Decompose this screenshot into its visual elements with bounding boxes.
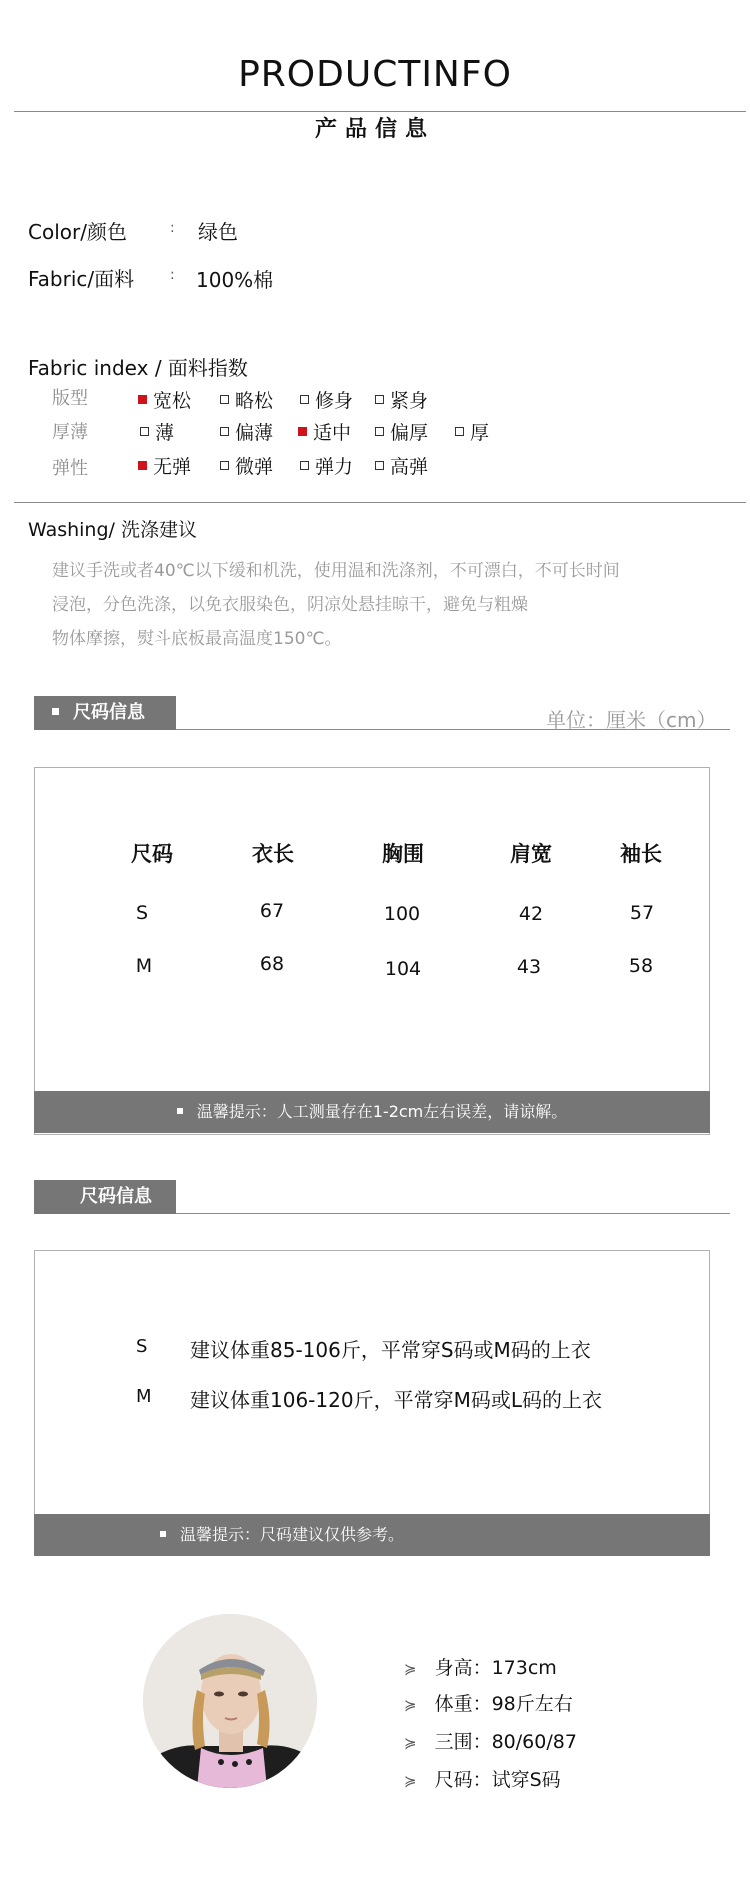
model-avatar (143, 1614, 317, 1788)
size-recommend-tip: 温馨提示：尺码建议仅供参考。 (34, 1514, 710, 1556)
table-cell: 100 (383, 903, 421, 925)
fit-option-loose: 宽松 (138, 386, 191, 413)
bullet-icon (177, 1108, 183, 1114)
table-cell: S (135, 902, 149, 924)
size-info-tab: 尺码信息 (34, 696, 176, 730)
checkbox-icon (220, 461, 229, 470)
checkbox-icon (138, 395, 147, 404)
table-cell: 104 (384, 958, 422, 980)
size-table-tip: 温馨提示：人工测量存在1-2cm左右误差，请谅解。 (34, 1091, 710, 1133)
washing-title: Washing/ 洗涤建议 (28, 519, 197, 541)
recommend-text-m: 建议体重106-120斤，平常穿M码或L码的上衣 (190, 1388, 602, 1412)
fit-option-tight: 紧身 (375, 386, 428, 413)
thickness-option-slightly-thin: 偏薄 (220, 418, 273, 445)
elasticity-option-stretch: 弹力 (300, 452, 353, 479)
checkbox-icon (455, 427, 464, 436)
chevron-right-icon: ≽ (404, 1772, 417, 1790)
color-sep: : (170, 220, 175, 236)
title-chinese: 产品信息 (314, 117, 435, 142)
checkbox-icon (300, 395, 309, 404)
chevron-right-icon: ≽ (404, 1734, 417, 1752)
color-value: 绿色 (198, 220, 238, 244)
thickness-option-thick: 厚 (455, 418, 489, 445)
recommend-size-s: S (136, 1336, 148, 1357)
index-divider (14, 502, 746, 503)
model-height: ≽ 身高：173cm (404, 1657, 557, 1679)
fabric-label: Fabric/面料 (28, 267, 135, 291)
table-cell: 58 (628, 955, 654, 977)
bullet-icon (160, 1531, 166, 1537)
checkbox-icon (138, 461, 147, 470)
col-header-size: 尺码 (131, 842, 173, 866)
checkbox-icon (375, 427, 384, 436)
thickness-label: 厚薄 (52, 422, 88, 443)
model-measurements: ≽ 三围：80/60/87 (404, 1731, 577, 1753)
thickness-option-thin: 薄 (140, 418, 174, 445)
recommend-size-m: M (136, 1386, 152, 1407)
model-size: ≽ 尺码：试穿S码 (404, 1769, 561, 1791)
color-label: Color/颜色 (28, 220, 127, 244)
checkbox-icon (298, 427, 307, 436)
thickness-option-medium: 适中 (298, 418, 351, 445)
col-header-chest: 胸围 (382, 842, 424, 866)
thickness-option-slightly-thick: 偏厚 (375, 418, 428, 445)
model-portrait-icon (143, 1614, 317, 1788)
washing-line: 浸泡，分色洗涤，以免衣服染色，阴凉处悬挂晾干，避免与粗燥 (52, 595, 528, 615)
col-header-length: 衣长 (252, 842, 294, 866)
elasticity-option-none: 无弹 (138, 452, 191, 479)
checkbox-icon (140, 427, 149, 436)
washing-line: 建议手洗或者40℃以下缓和机洗，使用温和洗涤剂，不可漂白，不可长时间 (52, 561, 620, 581)
washing-instructions (52, 554, 732, 656)
chevron-right-icon: ≽ (404, 1660, 417, 1678)
recommend-tab-line (176, 1213, 730, 1214)
table-cell: M (135, 955, 153, 977)
checkbox-icon (220, 427, 229, 436)
washing-line: 物体摩擦，熨斗底板最高温度150℃。 (52, 629, 342, 649)
checkbox-icon (375, 461, 384, 470)
col-header-sleeve: 袖长 (620, 842, 662, 866)
bullet-icon (52, 708, 59, 715)
fabric-sep: : (170, 267, 175, 283)
title-english: PRODUCTINFO (238, 54, 512, 95)
elasticity-option-slight: 微弹 (220, 452, 273, 479)
fit-label: 版型 (52, 388, 88, 409)
elasticity-label: 弹性 (52, 458, 88, 479)
model-weight: ≽ 体重：98斤左右 (404, 1693, 573, 1715)
table-cell: 42 (518, 903, 544, 925)
fabric-value: 100%棉 (196, 268, 274, 292)
recommend-text-s: 建议体重85-106斤，平常穿S码或M码的上衣 (190, 1338, 591, 1362)
checkbox-icon (300, 461, 309, 470)
fabric-index-title: Fabric index / 面料指数 (28, 356, 248, 380)
size-table-panel (34, 767, 710, 1135)
checkbox-icon (375, 395, 384, 404)
fit-option-slim: 修身 (300, 386, 353, 413)
col-header-shoulder: 肩宽 (510, 842, 552, 866)
size-recommend-tab: 尺码信息 (34, 1180, 176, 1214)
chevron-right-icon: ≽ (404, 1696, 417, 1714)
table-cell: 68 (259, 953, 285, 975)
table-cell: 67 (259, 900, 285, 922)
unit-label: 单位：厘米（cm） (546, 708, 717, 732)
table-cell: 57 (629, 902, 655, 924)
elasticity-option-high: 高弹 (375, 452, 428, 479)
checkbox-icon (220, 395, 229, 404)
table-cell: 43 (516, 956, 542, 978)
fit-option-slightly-loose: 略松 (220, 386, 273, 413)
